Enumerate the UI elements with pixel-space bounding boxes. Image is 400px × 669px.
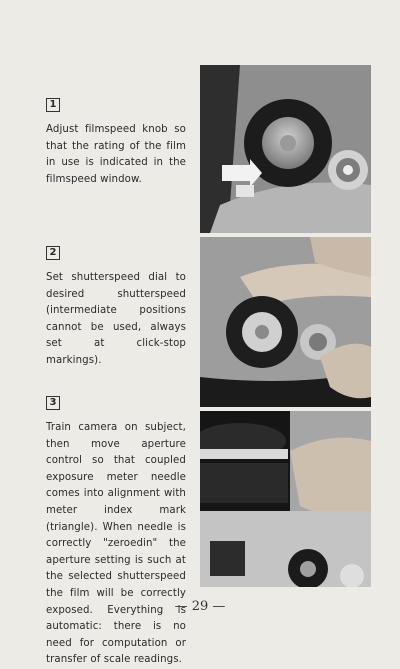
step-3-text: Train camera on subject, then move aperture control so that coupled exposure meter needle comes into alignment with meter index mark (triangle). When needle is correctly "zeroedin" the aperture setting is such at the selected shutterspeed the film will be correctly exposed. Everything is automatic: there is no need for computation or transfer of scale readings. <box>46 422 186 666</box>
step-1-text: Adjust filmspeed knob so that the rating of the film in use is indicated in the filmspeed window. <box>46 124 186 185</box>
aperture-control-photo <box>200 411 371 587</box>
step-number-1: 1 <box>46 98 60 112</box>
shutterspeed-dial-photo <box>200 237 371 407</box>
filmspeed-knob-photo <box>200 65 371 233</box>
step-number-3: 3 <box>46 396 60 410</box>
step-1 <box>46 92 186 188</box>
step-2-text: Set shutterspeed dial to desired shutterspeed (intermediate positions cannot be used, always set at click-stop markings). <box>46 272 186 366</box>
step-number-2: 2 <box>46 246 60 260</box>
step-2 <box>46 240 186 370</box>
page-number: — 29 — <box>174 599 226 614</box>
step-3 <box>46 390 186 669</box>
